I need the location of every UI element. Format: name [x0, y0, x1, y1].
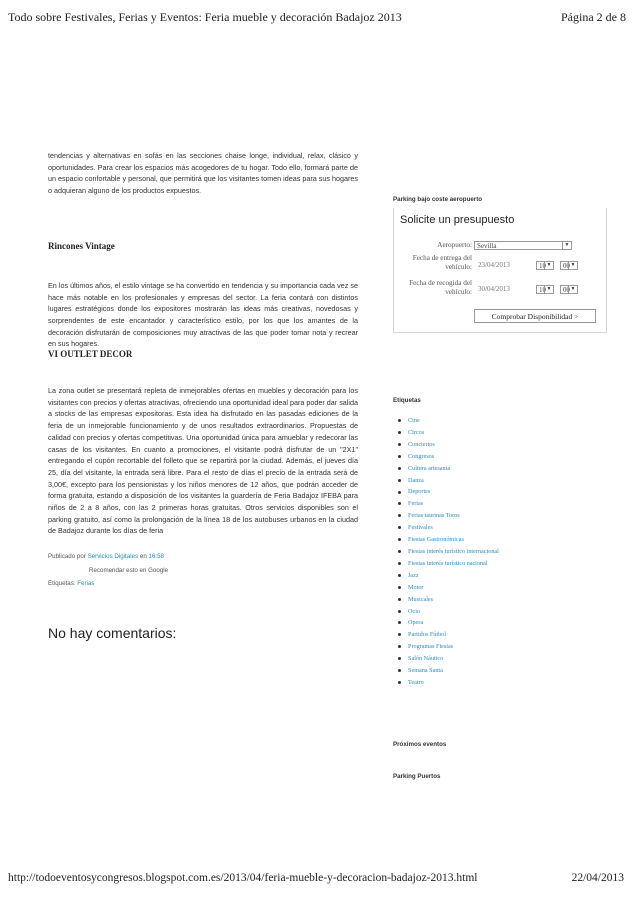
- tag-link[interactable]: Teatro: [408, 678, 424, 686]
- tag-item[interactable]: [398, 641, 499, 653]
- tag-link[interactable]: Fiestas interés turístico internacional: [408, 547, 499, 555]
- tags-heading: Etiquetas: [393, 397, 421, 404]
- posted-at: en: [139, 553, 147, 561]
- tag-item[interactable]: [398, 522, 499, 534]
- post-labels: [48, 580, 358, 587]
- article-paragraph-2: En los últimos años, el estilo vintage se ha convertido en tendencia y su importancia cada vez se hace más notable en los profesionales y empresas del sector. La feria contará con distintos lugares estratégicos donde los expositores mostrarán las ideas más creativas, novedosas y sorprendentes de este encantador y característico estilo, por los que los amantes de la decoración disfrutarán de composiciones muy atractivas de las que poder tomar nota y recrear en sus hogares.: [48, 280, 358, 349]
- time-link[interactable]: 16:58: [148, 553, 164, 561]
- author-link[interactable]: Servicios Digitales: [87, 553, 139, 561]
- tag-item[interactable]: [398, 594, 499, 606]
- bullet-icon: [398, 419, 401, 422]
- tag-link[interactable]: Opera: [408, 619, 424, 627]
- tag-item[interactable]: [398, 546, 499, 558]
- tag-item[interactable]: [398, 570, 499, 582]
- labels-prefix: Etiquetas:: [48, 580, 76, 588]
- chevron-down-icon: ▼: [544, 286, 553, 293]
- tag-item[interactable]: [398, 427, 499, 439]
- airport-value: Sevilla: [477, 242, 497, 250]
- recommend-google[interactable]: Recomendar esto en Google: [89, 567, 169, 575]
- label-link-ferias[interactable]: Ferias: [77, 580, 95, 588]
- delivery-label: Fecha de entrega del vehículo:: [412, 254, 472, 271]
- tag-item[interactable]: [398, 653, 499, 665]
- tag-link[interactable]: Salón Náutico: [408, 655, 444, 663]
- tag-item[interactable]: [398, 677, 499, 689]
- bullet-icon: [398, 669, 401, 672]
- check-availability-button[interactable]: Comprobar Disponibilidad >: [474, 309, 596, 323]
- upcoming-events-heading: Próximos eventos: [393, 741, 447, 748]
- footer-url: http://todoeventosycongresos.blogspot.com.es/2013/04/feria-mueble-y-decoracion-badajoz-2013.html: [8, 872, 478, 884]
- article-body: [48, 150, 358, 641]
- bullet-icon: [398, 431, 401, 434]
- tag-link[interactable]: Ferias taurinas Toros: [408, 512, 460, 520]
- tag-link[interactable]: Conciertos: [408, 440, 435, 448]
- tag-item[interactable]: [398, 415, 499, 427]
- pickup-hour-value: 10: [539, 286, 546, 294]
- bullet-icon: [398, 550, 401, 553]
- bullet-icon: [398, 443, 401, 446]
- bullet-icon: [398, 621, 401, 624]
- article-paragraph-1: tendencias y alternativas en sofás en las secciones chaise longe, individual, relax, clásico y oportunidades. Para crear los espacios más acogedores de tu hogar. Todo ello, formará parte de un espacio confortable y personal, que permitirá que los visitantes tomen ideas para sus hogares o adquieran alguno de los productos expuestos.: [48, 151, 358, 196]
- bullet-icon: [398, 479, 401, 482]
- tag-item[interactable]: [398, 617, 499, 629]
- bullet-icon: [398, 502, 401, 505]
- airport-label: Aeropuerto:: [437, 241, 472, 249]
- tag-link[interactable]: Cine: [408, 417, 420, 424]
- bullet-icon: [398, 526, 401, 529]
- footer-date: 22/04/2013: [571, 872, 624, 884]
- bullet-icon: [398, 645, 401, 648]
- delivery-minute-select[interactable]: [560, 261, 578, 270]
- tag-item[interactable]: [398, 534, 499, 546]
- bullet-icon: [398, 586, 401, 589]
- tag-link[interactable]: Jazz: [408, 571, 419, 579]
- tag-link[interactable]: Festivales: [408, 524, 433, 532]
- tag-link[interactable]: Fiestas interés turístico nacional: [408, 559, 488, 567]
- tag-item[interactable]: [398, 451, 499, 463]
- tag-link[interactable]: Congresos: [408, 452, 435, 460]
- airport-select[interactable]: [474, 241, 572, 250]
- delivery-hour-select[interactable]: [536, 261, 554, 270]
- tag-link[interactable]: Deportes: [408, 488, 431, 496]
- tag-item[interactable]: [398, 665, 499, 677]
- tag-item[interactable]: [398, 510, 499, 522]
- bullet-icon: [398, 574, 401, 577]
- pickup-minute-value: 00: [563, 286, 570, 294]
- tag-item[interactable]: [398, 558, 499, 570]
- tag-item[interactable]: [398, 629, 499, 641]
- tag-link[interactable]: Fiestas Gastronómicas: [408, 536, 464, 544]
- tag-link[interactable]: Programas Fiestas: [408, 643, 454, 651]
- tag-item[interactable]: [398, 475, 499, 487]
- tag-link[interactable]: Cultura artesania: [408, 464, 451, 472]
- bullet-icon: [398, 467, 401, 470]
- bullet-icon: [398, 514, 401, 517]
- tag-item[interactable]: [398, 486, 499, 498]
- no-comments-heading: No hay comentarios:: [48, 625, 177, 642]
- tag-item[interactable]: [398, 606, 499, 618]
- pickup-label: Fecha de recogida del vehículo:: [409, 279, 472, 296]
- heading-rincones-vintage: Rincones Vintage: [48, 240, 115, 251]
- parking-airport-heading: Parking bajo coste aeropuerto: [393, 196, 483, 203]
- tag-link[interactable]: Danza: [408, 476, 424, 484]
- chevron-down-icon: ▼: [544, 262, 553, 269]
- bullet-icon: [398, 562, 401, 565]
- bullet-icon: [398, 681, 401, 684]
- delivery-date-input[interactable]: 23/04/2013: [478, 261, 510, 269]
- bullet-icon: [398, 455, 401, 458]
- bullet-icon: [398, 598, 401, 601]
- tag-link[interactable]: Semana Santa: [408, 667, 443, 675]
- bullet-icon: [398, 633, 401, 636]
- delivery-minute-value: 00: [563, 262, 570, 270]
- post-meta: [48, 553, 358, 560]
- bullet-icon: [398, 538, 401, 541]
- tag-link[interactable]: Motor: [408, 583, 424, 591]
- tag-item[interactable]: [398, 498, 499, 510]
- bullet-icon: [398, 657, 401, 660]
- bullet-icon: [398, 491, 401, 494]
- page-header-title: Todo sobre Festivales, Ferias y Eventos: Feria mueble y decoración Badajoz 2013: [8, 10, 402, 24]
- tag-link[interactable]: Circos: [408, 428, 425, 436]
- article-paragraph-3: La zona outlet se presentará repleta de inmejorables ofertas en muebles y decoración para los visitantes con precios y ofertas atractivas, ofreciendo una oportunidad ideal para poder dar salida a stocks de las empresas expositoras. Esta idea ha disfrutado en las pasadas ediciones de la feria de un inmejorable funcionamiento y de unos resultados extraordinarios. Propuestas de calidad con precios y ofertas competitivas. Una oportunidad única para amueblar y redecorar las casas de los visitantes. En cuanto a promociones, el visitante podrá disfrutar de un "2X1" entregando el cupón recortable del folleto que se repartirá por la ciudad. Además, el jueves día 25, día del visitante, la entrada será libre. Para el resto de días el precio de la entrada será de 3,00€, excepto para los pensionistas y los niños menores de 12 años, que podrán acceder de forma gratuita, estando a disposición de los visitantes la guardería de Feria Badajoz IFEBA para niños de 2 a 8 años, con las 2 primeras horas gratuitas. Otros servicios disponibles son el parking gratuito, así como la prolongación de la línea 18 de los autobuses urbanos en la ciudad de Badajoz durante los días de feria: [48, 386, 358, 536]
- pickup-date-input[interactable]: 30/04/2013: [478, 285, 510, 293]
- tags-list: [398, 415, 499, 689]
- tag-link[interactable]: Partidos Fútbol: [408, 631, 446, 639]
- chevron-down-icon: ▼: [568, 262, 577, 269]
- bullet-icon: [398, 610, 401, 613]
- posted-prefix: Publicado por: [48, 553, 86, 561]
- pickup-hour-select[interactable]: [536, 285, 554, 294]
- delivery-hour-value: 10: [539, 262, 546, 270]
- tag-item[interactable]: [398, 463, 499, 475]
- parking-ports-heading: Parking Puertos: [393, 773, 441, 780]
- tag-item[interactable]: [398, 439, 499, 451]
- quote-widget: [393, 208, 607, 333]
- page-number: Página 2 de 8: [561, 10, 626, 24]
- chevron-down-icon: ▼: [568, 286, 577, 293]
- tag-link[interactable]: Ocio: [408, 607, 421, 615]
- heading-outlet-decor: VI OUTLET DECOR: [48, 349, 133, 360]
- chevron-down-icon: ▼: [562, 242, 571, 249]
- quote-title: Solicite un presupuesto: [400, 214, 515, 226]
- pickup-minute-select[interactable]: [560, 285, 578, 294]
- tag-link[interactable]: Ferias: [408, 500, 424, 508]
- tag-link[interactable]: Musicales: [408, 595, 434, 603]
- tag-item[interactable]: [398, 582, 499, 594]
